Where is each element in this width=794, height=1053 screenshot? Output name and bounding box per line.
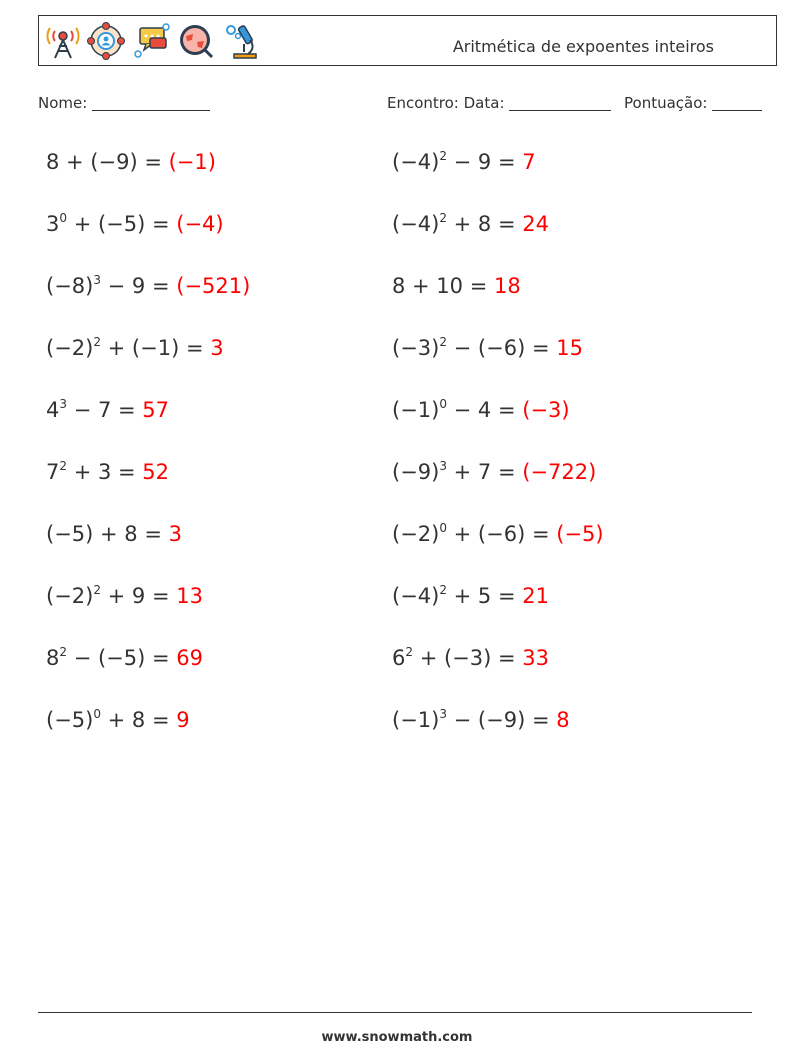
problem-exponent: 2 (439, 335, 447, 349)
problem-expression-rest: + 5 = (446, 584, 523, 608)
problem-exponent: 2 (405, 645, 414, 659)
problem-answer: 3 (168, 522, 182, 546)
problem-expression-rest: + (−6) = (446, 522, 557, 546)
problem-answer: (−3) (522, 398, 570, 422)
name-field (38, 94, 210, 112)
problem-left-5 (46, 398, 169, 422)
problem-expression: 8 + (−9) = (46, 150, 169, 174)
problem-expression: (−2) (46, 584, 94, 608)
page-title: Aritmética de expoentes inteiros (452, 37, 714, 56)
problem-right-9 (392, 646, 549, 670)
world-globe-icon (177, 22, 215, 60)
problem-left-2 (46, 212, 224, 236)
problem-expression-rest: + (−1) = (100, 336, 211, 360)
problem-exponent: 3 (93, 273, 101, 287)
problem-expression: 7 (46, 460, 60, 484)
radio-tower-icon (44, 22, 82, 60)
team-network-icon (87, 22, 125, 60)
problem-answer: 33 (522, 646, 549, 670)
problem-expression: (−4) (392, 150, 440, 174)
problem-answer: 7 (522, 150, 536, 174)
problem-expression-rest: + (−3) = (413, 646, 523, 670)
problem-answer: 57 (142, 398, 170, 422)
problem-expression: 4 (46, 398, 60, 422)
problem-expression: 8 (46, 646, 60, 670)
problem-expression: 6 (392, 646, 406, 670)
problem-exponent: 0 (93, 707, 101, 721)
problem-left-1 (46, 150, 216, 174)
date-blank (509, 95, 611, 111)
problem-right-8 (392, 584, 549, 608)
date-label: Encontro: Data: (387, 94, 505, 112)
problem-answer: 15 (556, 336, 583, 360)
problem-answer: 18 (493, 274, 521, 298)
problem-answer: (−4) (176, 212, 224, 236)
microscope-icon (222, 22, 260, 60)
score-label: Pontuação: (624, 94, 708, 112)
problem-expression-rest: − (−5) = (67, 646, 177, 670)
problem-answer: 69 (176, 646, 203, 670)
problem-expression-rest: + 9 = (100, 584, 177, 608)
problem-exponent: 2 (439, 149, 447, 163)
problem-answer: 24 (522, 212, 549, 236)
problem-right-6 (392, 460, 596, 484)
problem-right-7 (392, 522, 604, 546)
problem-exponent: 2 (93, 583, 101, 597)
problem-answer: 21 (522, 584, 549, 608)
problem-expression-rest: − 9 = (446, 150, 523, 174)
problem-expression: (−1) (392, 398, 440, 422)
problem-expression: (−8) (46, 274, 94, 298)
score-blank (712, 95, 762, 111)
problem-answer: 52 (142, 460, 170, 484)
problem-exponent: 0 (439, 397, 447, 411)
name-blank (92, 95, 210, 111)
problem-left-9 (46, 646, 203, 670)
problem-expression-rest: + 3 = (67, 460, 143, 484)
problem-right-4 (392, 336, 583, 360)
problem-exponent: 0 (439, 521, 447, 535)
problem-right-2 (392, 212, 549, 236)
problem-exponent: 3 (439, 707, 447, 721)
problem-expression: 3 (46, 212, 60, 236)
problem-expression-rest: − (−9) = (446, 708, 557, 732)
problem-expression-rest: + 7 = (446, 460, 523, 484)
problem-exponent: 2 (59, 459, 68, 473)
problem-exponent: 2 (439, 583, 447, 597)
problem-left-8 (46, 584, 203, 608)
problem-expression-rest: − 9 = (100, 274, 177, 298)
problem-exponent: 3 (439, 459, 447, 473)
problem-expression: (−3) (392, 336, 440, 360)
problem-left-7 (46, 522, 182, 546)
problem-right-1 (392, 150, 536, 174)
problem-answer: 8 (556, 708, 570, 732)
date-field (387, 94, 611, 112)
problem-expression: (−5) + 8 = (46, 522, 169, 546)
footer-divider (38, 1012, 752, 1013)
problem-expression: (−4) (392, 212, 440, 236)
problem-left-10 (46, 708, 190, 732)
problem-expression-rest: + 8 = (100, 708, 177, 732)
problem-right-10 (392, 708, 570, 732)
problem-expression-rest: − 4 = (446, 398, 523, 422)
footer-url: www.snowmath.com (321, 1030, 473, 1045)
problem-answer: (−5) (556, 522, 604, 546)
problem-answer: (−521) (176, 274, 251, 298)
problem-exponent: 2 (93, 335, 101, 349)
problem-exponent: 0 (59, 211, 68, 225)
problem-expression-rest: − (−6) = (446, 336, 557, 360)
problem-left-6 (46, 460, 169, 484)
problem-exponent: 2 (59, 645, 68, 659)
problem-right-3 (392, 274, 521, 298)
problem-exponent: 3 (59, 397, 68, 411)
problem-answer: 9 (176, 708, 190, 732)
problem-expression: (−2) (392, 522, 440, 546)
problem-expression-rest: + 8 = (446, 212, 523, 236)
problem-left-4 (46, 336, 224, 360)
problem-expression-rest: + (−5) = (67, 212, 177, 236)
problem-exponent: 2 (439, 211, 447, 225)
problem-expression: (−1) (392, 708, 440, 732)
problem-expression: (−2) (46, 336, 94, 360)
problem-expression-rest: − 7 = (67, 398, 143, 422)
score-field (624, 94, 762, 112)
name-label: Nome: (38, 94, 88, 112)
problem-right-5 (392, 398, 570, 422)
problem-answer: (−1) (168, 150, 216, 174)
problem-expression: 8 + 10 = (392, 274, 494, 298)
problem-answer: 3 (210, 336, 224, 360)
problem-expression: (−9) (392, 460, 440, 484)
problem-answer: 13 (176, 584, 203, 608)
problem-left-3 (46, 274, 250, 298)
problem-expression: (−5) (46, 708, 94, 732)
header-box (38, 15, 777, 66)
problem-expression: (−4) (392, 584, 440, 608)
chat-bubble-icon (132, 22, 170, 60)
problem-answer: (−722) (522, 460, 597, 484)
